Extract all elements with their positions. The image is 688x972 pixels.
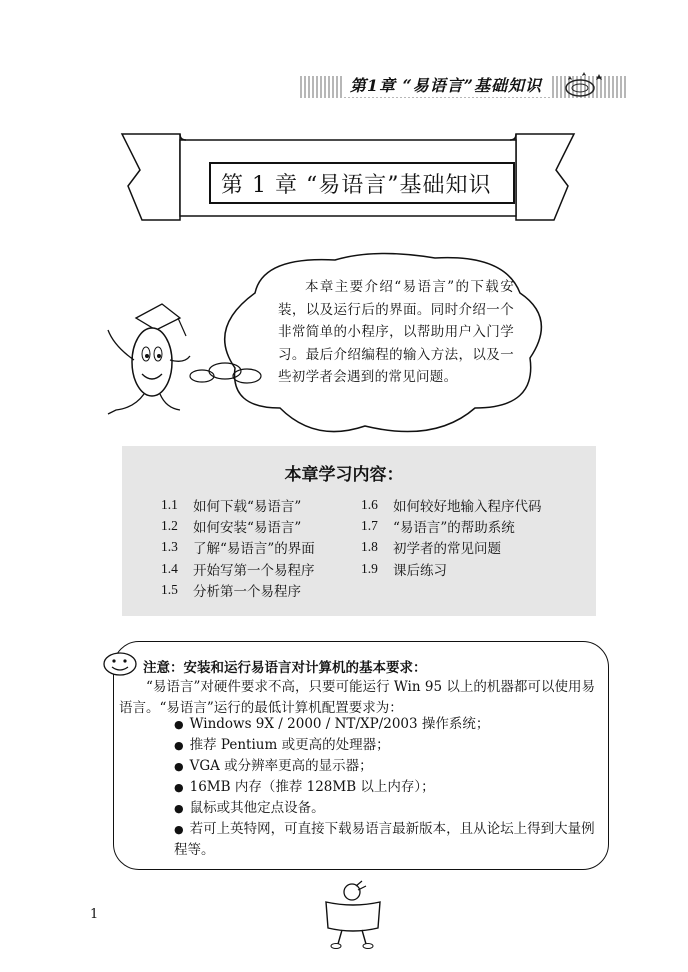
toc-label: 如何较好地输入程序代码 (393, 498, 542, 515)
intro-paragraph: 本章主要介绍“易语言”的下载安装，以及运行后的界面。同时介绍一个非常简单的小程序，以帮助用户入门学习。最后介绍编程的输入方法，以及一些初学者会遇到的常见问题。 (278, 279, 514, 385)
note-heading: 注意：安装和运行易语言对计算机的基本要求： (143, 660, 427, 676)
toc-item (161, 515, 315, 536)
list-item-text: Windows 9X / 2000 / NT/XP/2003 操作系统； (189, 716, 490, 732)
toc-label: 初学者的常见问题 (393, 541, 501, 558)
toc-item (361, 494, 542, 515)
stars-logo-icon (558, 68, 608, 104)
bullet-icon: ● (174, 802, 184, 815)
list-item (174, 798, 598, 819)
bullet-icon: ● (174, 781, 184, 794)
toc-item (161, 579, 315, 600)
contents-title: 本章学习内容： (284, 465, 404, 485)
toc-item (161, 537, 315, 558)
toc-item (361, 558, 542, 579)
toc-right-column (361, 494, 542, 579)
toc-number: 1.2 (161, 517, 178, 533)
list-item (174, 777, 598, 798)
chapter-title: 第 1 章 “易语言”基础知识 (209, 162, 515, 204)
bullet-icon: ● (174, 823, 184, 836)
page-number: 1 (90, 907, 99, 922)
toc-number: 1.7 (361, 517, 378, 533)
toc-left-column (161, 494, 315, 600)
list-item-text: 若可上英特网，可直接下载易语言最新版本，且从论坛上得到大量例程等。 (174, 821, 595, 858)
toc-number: 1.8 (361, 539, 378, 555)
note-face-icon (100, 650, 140, 678)
toc-label: 如何下载“易语言” (193, 498, 302, 515)
list-item (174, 819, 598, 861)
list-item (174, 714, 598, 735)
requirements-list (174, 714, 598, 861)
note-body: “易语言”对硬件要求不高，只要可能运行 Win 95 以上的机器都可以使用易语言。“易语言”运行的最低计算机配置要求为： (119, 679, 595, 716)
toc-label: 分析第一个易程序 (193, 583, 301, 600)
toc-item (361, 515, 542, 536)
toc-label: 课后练习 (393, 562, 447, 579)
bullet-icon: ● (174, 739, 184, 752)
list-item-text: 鼠标或其他定点设备。 (189, 800, 325, 816)
toc-label: 了解“易语言”的界面 (193, 541, 315, 558)
toc-item (161, 494, 315, 515)
list-item-text: 推荐 Pentium 或更高的处理器； (189, 737, 390, 753)
toc-number: 1.9 (361, 560, 378, 576)
footer-mascot-sign-icon (322, 880, 384, 950)
mascot-icon (98, 296, 194, 426)
toc-number: 1.6 (361, 496, 378, 512)
list-item-text: VGA 或分辨率更高的显示器； (189, 758, 373, 774)
list-item (174, 756, 598, 777)
toc-item (361, 537, 542, 558)
list-item-text: 16MB 内存（推荐 128MB 以上内存）； (189, 779, 435, 795)
toc-item (161, 558, 315, 579)
running-header-title: 第1章 “易语言”基础知识 (342, 75, 550, 97)
toc-label: 如何安装“易语言” (193, 519, 302, 536)
list-item (174, 735, 598, 756)
toc-number: 1.3 (161, 539, 178, 555)
bullet-icon: ● (174, 718, 184, 731)
toc-number: 1.4 (161, 560, 178, 576)
toc-number: 1.1 (161, 496, 178, 512)
toc-label: 开始写第一个易程序 (193, 562, 315, 579)
toc-number: 1.5 (161, 581, 178, 597)
bullet-icon: ● (174, 760, 184, 773)
toc-label: “易语言”的帮助系统 (393, 519, 515, 536)
